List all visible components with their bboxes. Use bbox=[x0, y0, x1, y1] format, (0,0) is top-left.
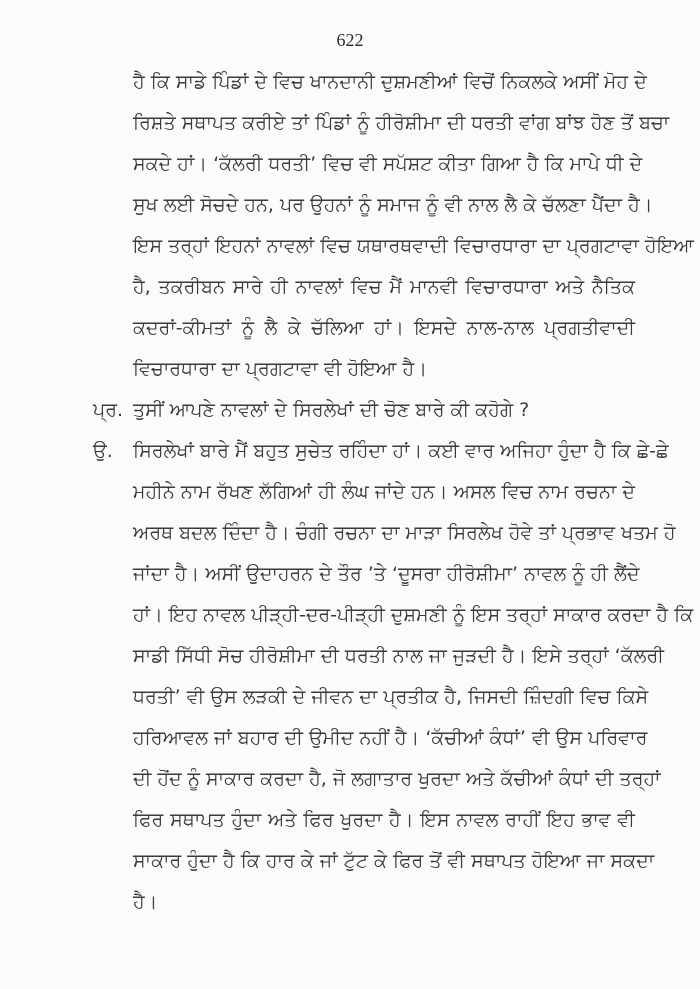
page-number: 622 bbox=[336, 30, 364, 50]
text-line: ਜਾਂਦਾ ਹੈ। ਅਸੀਂ ਉਦਾਹਰਨ ਦੇ ਤੌਰ ’ਤੇ ‘ਦੂਸਰਾ ਹੀਰੋਸ਼ੀਮਾ’ ਨਾਵਲ ਨੂੰ ਹੀ ਲੈਂਦੇ bbox=[133, 563, 640, 585]
text-line: ਕਦਰਾਂ-ਕੀਮਤਾਂ ਨੂੰ ਲੈ ਕੇ ਚੱਲਿਆ ਹਾਂ। ਇਸਦੇ ਨਾਲ-ਨਾਲ ਪ੍ਰਗਤੀਵਾਦੀ bbox=[133, 317, 635, 339]
text-line: ਹੈ ਕਿ ਸਾਡੇ ਪਿੰਡਾਂ ਦੇ ਵਿਚ ਖਾਨਦਾਨੀ ਦੁਸ਼ਮਣੀਆਂ ਵਿਚੋਂ ਨਿਕਲਕੇ ਅਸੀਂ ਮੋਹ ਦੇ bbox=[133, 71, 647, 93]
text-line: ਸਾਡੀ ਸਿੱਧੀ ਸੋਚ ਹੀਰੋਸ਼ੀਮਾ ਦੀ ਧਰਤੀ ਨਾਲ ਜਾ ਜੁੜਦੀ ਹੈ। ਇਸੇ ਤਰ੍ਹਾਂ ‘ਕੱਲਰੀ bbox=[133, 645, 665, 667]
text-line: ਹਰਿਆਵਲ ਜਾਂ ਬਹਾਰ ਦੀ ਉਮੀਦ ਨਹੀਂ ਹੈ। ‘ਕੱਚੀਆਂ ਕੰਧਾਂ’ ਵੀ ਉਸ ਪਰਿਵਾਰ bbox=[133, 727, 648, 749]
text-line: ਸਿਰਲੇਖਾਂ ਬਾਰੇ ਮੈਂ ਬਹੁਤ ਸੁਚੇਤ ਰਹਿੰਦਾ ਹਾਂ। ਕਈ ਵਾਰ ਅਜਿਹਾ ਹੁੰਦਾ ਹੈ ਕਿ ਛੇ-ਛੇ bbox=[133, 440, 669, 462]
text-line: ਮਹੀਨੇ ਨਾਮ ਰੱਖਣ ਲੱਗਿਆਂ ਹੀ ਲੰਘ ਜਾਂਦੇ ਹਨ। ਅਸਲ ਵਿਚ ਨਾਮ ਰਚਨਾ ਦੇ bbox=[133, 481, 635, 503]
text-line: ਰਿਸ਼ਤੇ ਸਥਾਪਤ ਕਰੀਏ ਤਾਂ ਪਿੰਡਾਂ ਨੂੰ ਹੀਰੋਸ਼ੀਮਾ ਦੀ ਧਰਤੀ ਵਾਂਗ ਬਾਂਝ ਹੋਣ ਤੋਂ ਬਚਾ bbox=[133, 112, 670, 134]
text-line: ਸਾਕਾਰ ਹੁੰਦਾ ਹੈ ਕਿ ਹਾਰ ਕੇ ਜਾਂ ਟੁੱਟ ਕੇ ਫਿਰ ਤੋਂ ਵੀ ਸਥਾਪਤ ਹੋਇਆ ਜਾ ਸਕਦਾ bbox=[133, 850, 655, 872]
answer-marker: ਉ. bbox=[93, 440, 113, 462]
text-line: ਫਿਰ ਸਥਾਪਤ ਹੁੰਦਾ ਅਤੇ ਫਿਰ ਖੁਰਦਾ ਹੈ। ਇਸ ਨਾਵਲ ਰਾਹੀਂ ਇਹ ਭਾਵ ਵੀ bbox=[133, 809, 635, 831]
text-line: ਸੁਖ ਲਈ ਸੋਚਦੇ ਹਨ, ਪਰ ਉਹਨਾਂ ਨੂੰ ਸਮਾਜ ਨੂੰ ਵੀ ਨਾਲ ਲੈ ਕੇ ਚੱਲਣਾ ਪੈਂਦਾ ਹੈ। bbox=[133, 194, 653, 216]
question-text: ਤੁਸੀਂ ਆਪਣੇ ਨਾਵਲਾਂ ਦੇ ਸਿਰਲੇਖਾਂ ਦੀ ਚੋਣ ਬਾਰੇ ਕੀ ਕਹੋਗੇ ? bbox=[133, 399, 530, 421]
text-line: ਦੀ ਹੋਂਦ ਨੂੰ ਸਾਕਾਰ ਕਰਦਾ ਹੈ, ਜੋ ਲਗਾਤਾਰ ਖੁਰਦਾ ਅਤੇ ਕੱਚੀਆਂ ਕੰਧਾਂ ਦੀ ਤਰ੍ਹਾਂ bbox=[133, 768, 661, 790]
text-line: ਅਰਥ ਬਦਲ ਦਿੰਦਾ ਹੈ। ਚੰਗੀ ਰਚਨਾ ਦਾ ਮਾੜਾ ਸਿਰਲੇਖ ਹੋਵੇ ਤਾਂ ਪ੍ਰਭਾਵ ਖਤਮ ਹੋ bbox=[133, 522, 676, 544]
text-line: ਧਰਤੀ’ ਵੀ ਉਸ ਲੜਕੀ ਦੇ ਜੀਵਨ ਦਾ ਪ੍ਰਤੀਕ ਹੈ, ਜਿਸਦੀ ਜ਼ਿੰਦਗੀ ਵਿਚ ਕਿਸੇ bbox=[133, 686, 649, 708]
text-line: ਹੈ, ਤਕਰੀਬਨ ਸਾਰੇ ਹੀ ਨਾਵਲਾਂ ਵਿਚ ਮੈਂ ਮਾਨਵੀ ਵਿਚਾਰਧਾਰਾ ਅਤੇ ਨੈਤਿਕ bbox=[133, 276, 635, 298]
text-line: ਹਾਂ। ਇਹ ਨਾਵਲ ਪੀੜ੍ਹੀ-ਦਰ-ਪੀੜ੍ਹੀ ਦੁਸ਼ਮਣੀ ਨੂੰ ਇਸ ਤਰ੍ਹਾਂ ਸਾਕਾਰ ਕਰਦਾ ਹੈ ਕਿ bbox=[133, 604, 694, 626]
text-line: ਸਕਦੇ ਹਾਂ। ‘ਕੱਲਰੀ ਧਰਤੀ’ ਵਿਚ ਵੀ ਸਪੱਸ਼ਟ ਕੀਤਾ ਗਿਆ ਹੈ ਕਿ ਮਾਪੇ ਧੀ ਦੇ bbox=[133, 153, 643, 175]
text-line: ਵਿਚਾਰਧਾਰਾ ਦਾ ਪ੍ਰਗਟਾਵਾ ਵੀ ਹੋਇਆ ਹੈ। bbox=[133, 358, 427, 380]
text-block bbox=[93, 62, 694, 923]
text-line: ਹੈ। bbox=[133, 891, 158, 913]
question-marker: ਪ੍ਰ. bbox=[93, 399, 124, 421]
text-line: ਇਸ ਤਰ੍ਹਾਂ ਇਹਨਾਂ ਨਾਵਲਾਂ ਵਿਚ ਯਥਾਰਥਵਾਦੀ ਵਿਚਾਰਧਾਰਾ ਦਾ ਪ੍ਰਗਟਾਵਾ ਹੋਇਆ bbox=[133, 235, 694, 257]
